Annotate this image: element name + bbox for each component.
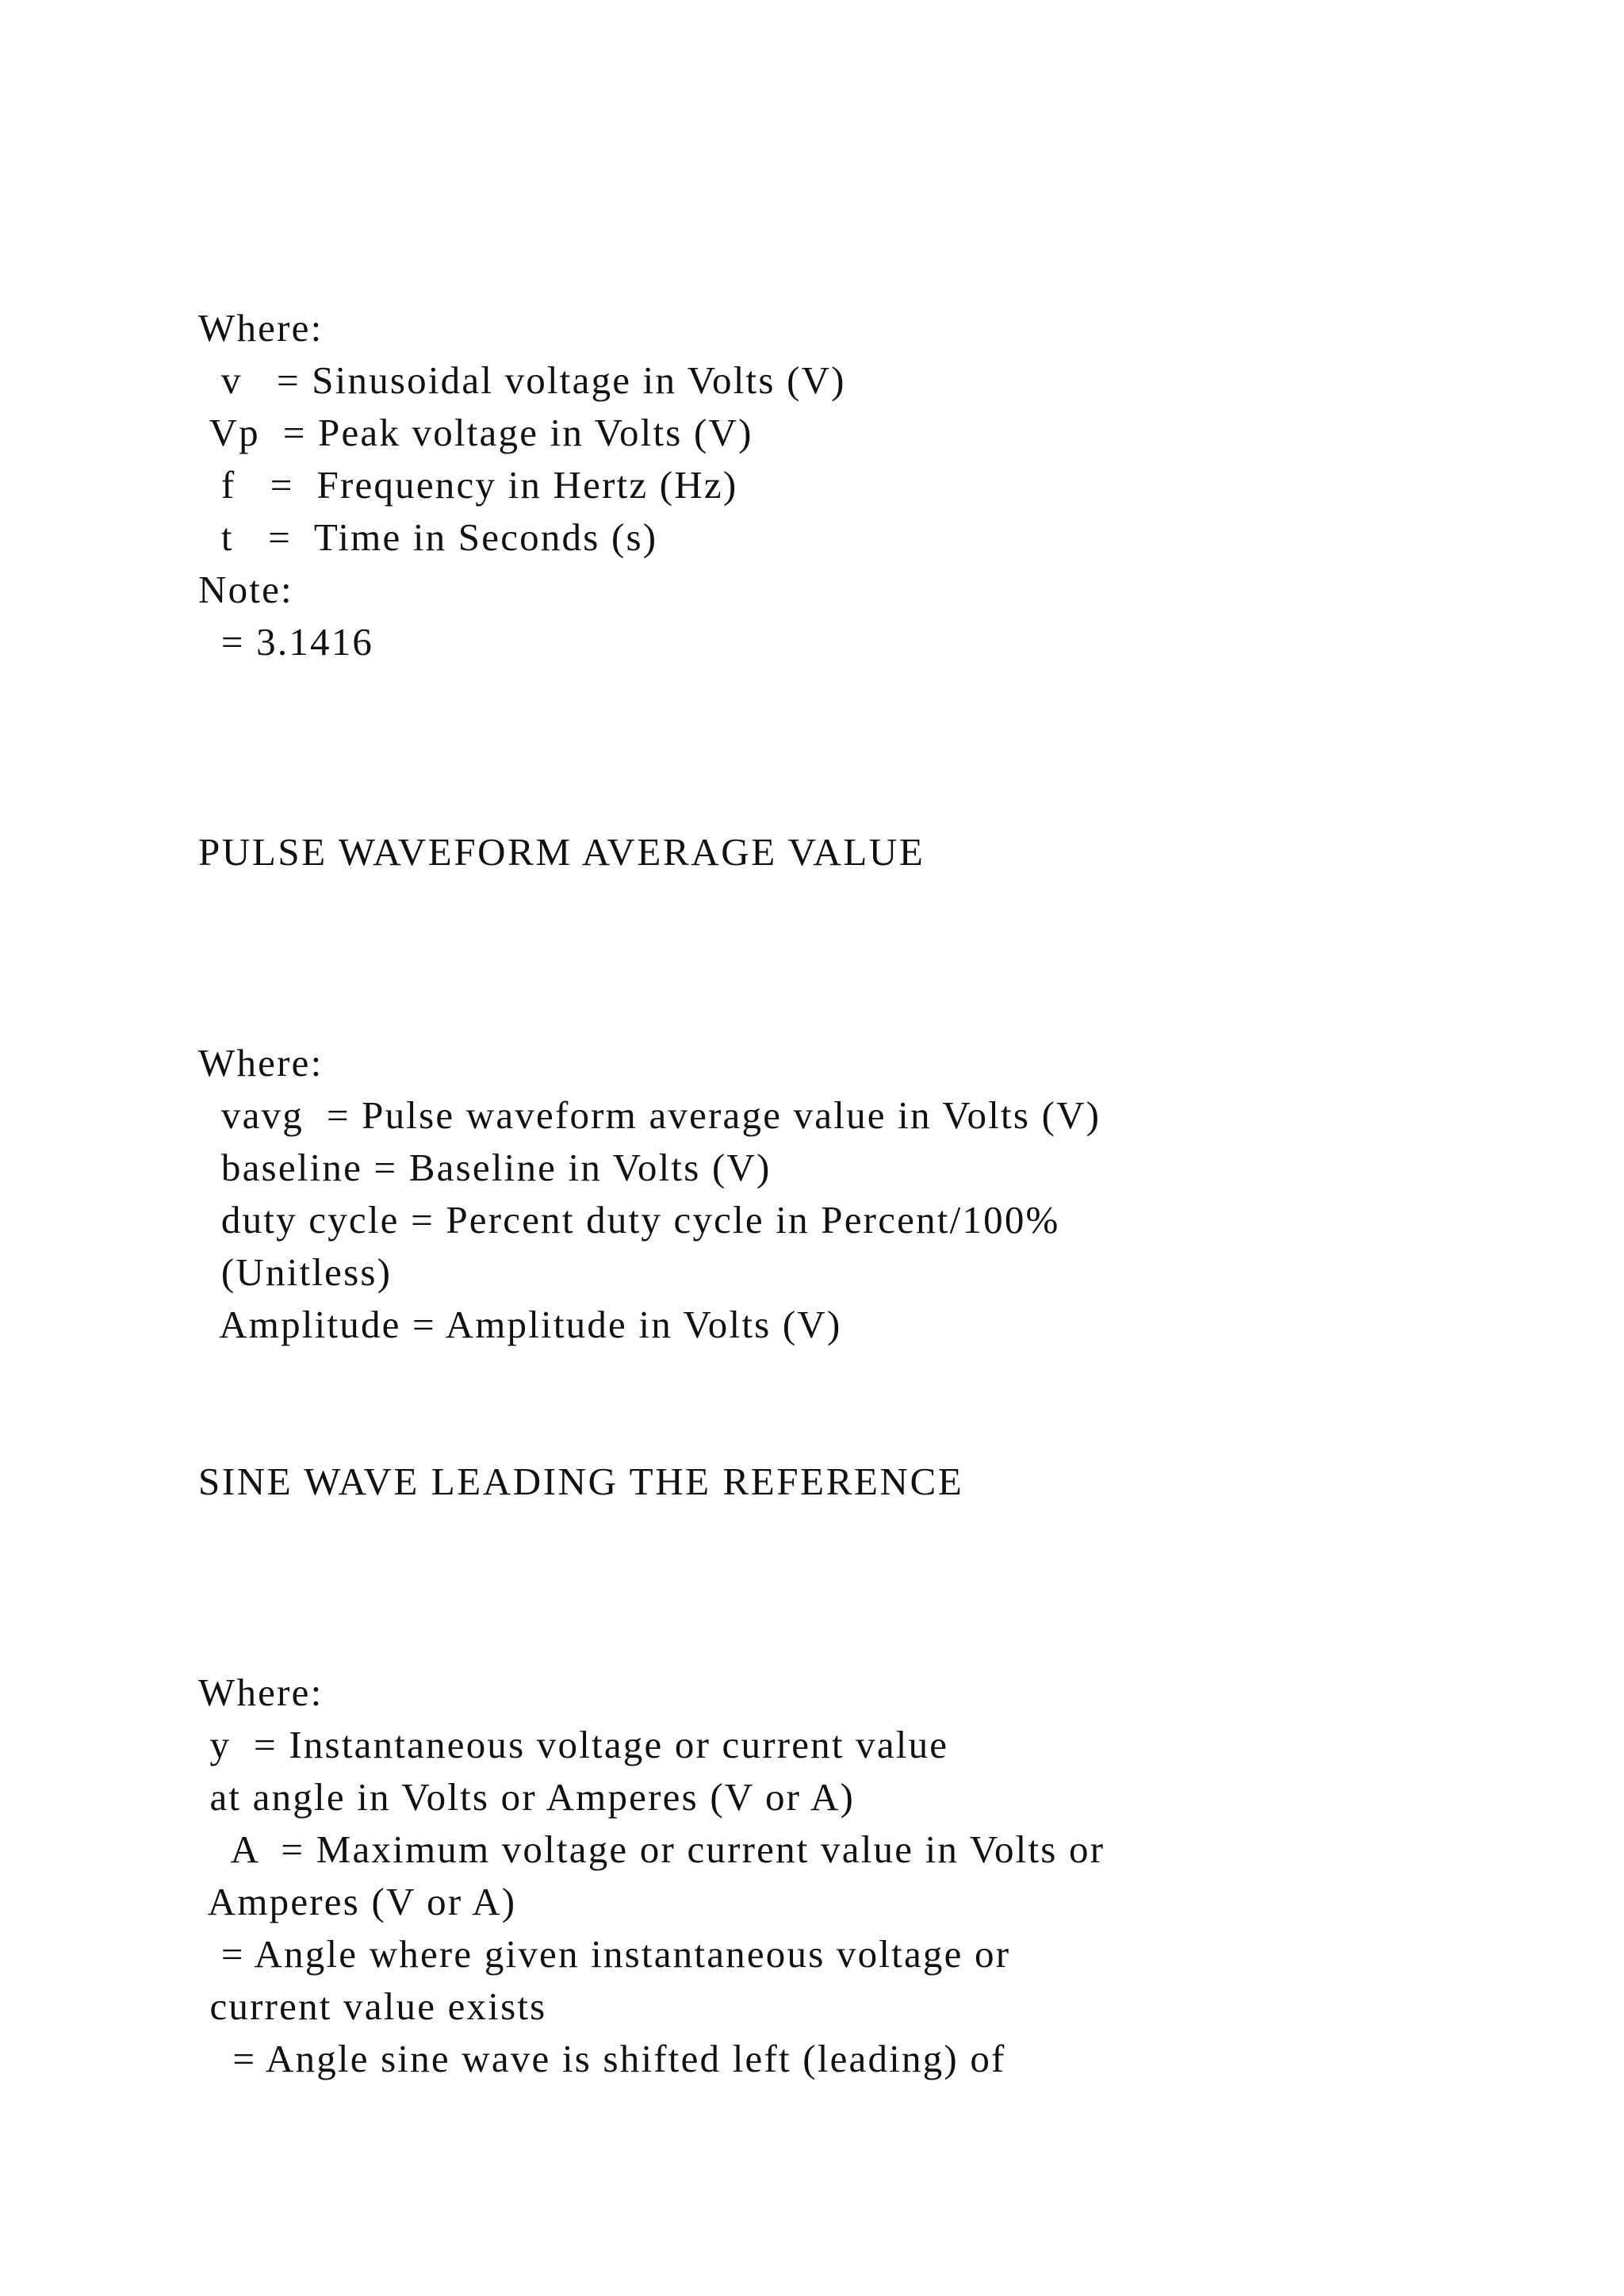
section-heading-pulse-waveform: PULSE WAVEFORM AVERAGE VALUE — [198, 830, 925, 874]
definition-line: vavg = Pulse waveform average value in Volts (V) — [198, 1093, 1101, 1137]
pi-value-line: = 3.1416 — [198, 620, 374, 664]
definition-line: t = Time in Seconds (s) — [198, 515, 658, 559]
definition-line: at angle in Volts or Amperes (V or A) — [198, 1775, 856, 1819]
definition-line: = Angle sine wave is shifted left (leading) of — [198, 2037, 1006, 2080]
definition-line: duty cycle = Percent duty cycle in Percent/100% — [198, 1198, 1060, 1242]
definition-line: Amplitude = Amplitude in Volts (V) — [198, 1303, 842, 1346]
definition-line: A = Maximum voltage or current value in Volts or — [198, 1827, 1105, 1871]
definition-line: y = Instantaneous voltage or current value — [198, 1723, 949, 1766]
definition-line: f = Frequency in Hertz (Hz) — [198, 463, 738, 507]
where-label-2: Where: — [198, 1041, 324, 1085]
definition-line: current value exists — [198, 1984, 547, 2028]
note-label: Note: — [198, 568, 293, 611]
definition-line: (Unitless) — [198, 1250, 393, 1294]
definition-line: baseline = Baseline in Volts (V) — [198, 1146, 772, 1189]
definition-line: = Angle where given instantaneous voltage or — [198, 1932, 1011, 1976]
definition-line: Amperes (V or A) — [198, 1880, 517, 1923]
where-label-1: Where: — [198, 306, 324, 350]
definition-line: Vp = Peak voltage in Volts (V) — [198, 411, 753, 454]
where-label-3: Where: — [198, 1670, 324, 1714]
section-heading-sine-wave-leading: SINE WAVE LEADING THE REFERENCE — [198, 1460, 964, 1503]
definition-line: v = Sinusoidal voltage in Volts (V) — [198, 358, 846, 402]
